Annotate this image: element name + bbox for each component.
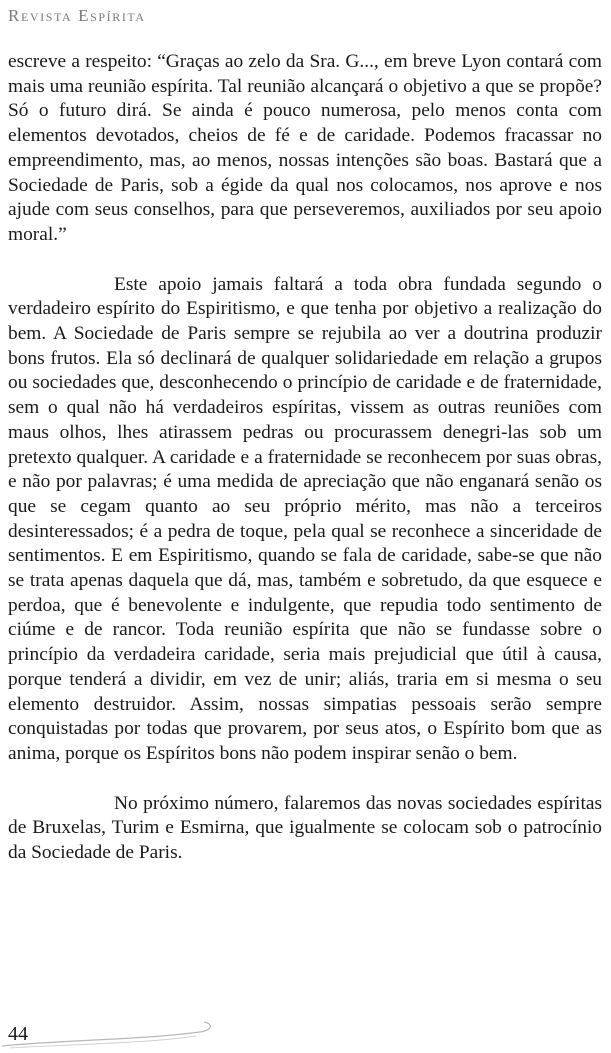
paragraph-charity: Este apoio jamais faltará a toda obra fundada segundo o verdadeiro espírito do Espiritismo, e que tenha por objetivo a realização do bem. A Sociedade de Paris sempre se rejubila ao ver a doutrina produzir bons frutos. Ela só declinará de qualquer solidariedade em relação a grupos ou sociedades que, desconhecendo o princípio de caridade e de fraternidade, sem o qual não há verdadeiros espíritas, vissem as outras reuniões com maus olhos, lhes atirassem pedras ou procurassem denegri-las sob um pretexto qualquer. A caridade e a fraternidade se reconhecem por suas obras, e não por palavras; é uma medida de apreciação que não enganará senão os que se cegam quanto ao seu próprio mérito, mas não a terceiros desinteressados; é a pedra de toque, pela qual se reconhece a sinceridade de sentimentos. E em Espiritismo, quando se fala de caridade, sabe-se que não se trata apenas daquela que dá, mas, também e sobretudo, da que esquece e perdoa, que é benevolente e indulgente, que repudia todo sentimento de ciúme e de rancor. Toda reunião espírita que não se fundasse sobre o princípio da verdadeira caridade, seria mais prejudicial que útil à causa, porque tenderá a dividir, em vez de unir; aliás, traria em si mesma o seu elemento destruidor. Assim, nossas simpatias pessoais serão sempre conquistadas por todas que provarem, por seus atos, o Espírito bom que as anima, porque os Espíritos bons não podem inspirar senão o bem.	[8, 273, 602, 764]
running-header-title: Revista Espírita	[8, 6, 146, 25]
folio-flourish	[0, 1010, 230, 1050]
body-text	[8, 50, 602, 866]
paragraph-quote-continuation: escreve a respeito: “Graças ao zelo da Sra. G..., em breve Lyon contará com mais uma reunião espírita. Tal reunião alcançará o objetivo a que se propõe? Só o futuro dirá. Se ainda é pouco numerosa, pelo menos conta com elementos devotados, cheios de fé e de caridade. Podemos fracassar no empreendimento, mas, ao menos, nossas intenções são boas. Bastará que a Sociedade de Paris, sob a égide da qual nos colocamos, nos aprove e nos ajude com seus conselhos, para que perseveremos, auxiliados por seu apoio moral.”	[8, 51, 602, 245]
paragraph-next-issue: No próximo número, falaremos das novas sociedades espíritas de Bruxelas, Turim e Esmirna, que igualmente se colocam sob o patrocínio da Sociedade de Paris.	[8, 792, 602, 864]
page-number: 44	[8, 1023, 28, 1045]
